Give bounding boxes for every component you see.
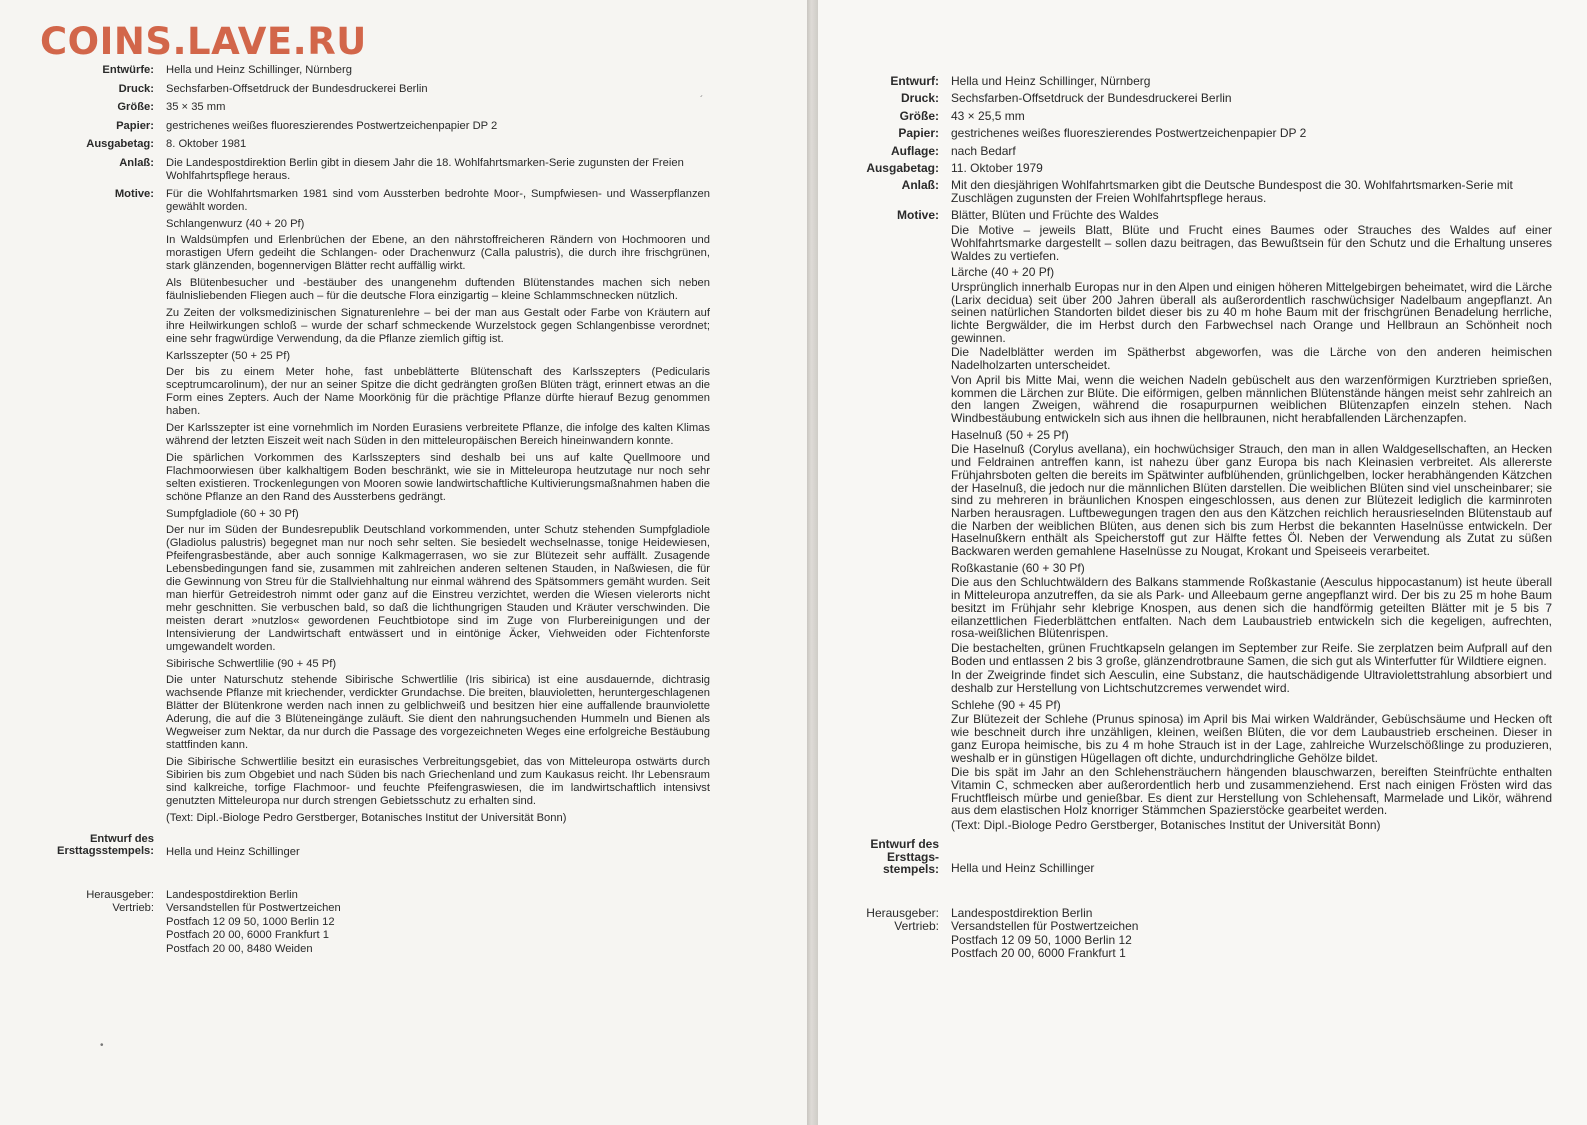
publisher-value: Landespostdirektion Berlin bbox=[166, 888, 298, 901]
text-credit: (Text: Dipl.-Biologe Pedro Gerstberger, Botanisches Institut der Universität Bonn) bbox=[166, 812, 567, 824]
field-value: 8. Oktober 1981 bbox=[166, 138, 247, 150]
section-paragraph: Von April bis Mitte Mai, wenn die weichen Nadeln gebüschelt aus den warzenförmigen Kurztrieben sprießen, kommen die Lärchen zur Blüte. Die eiförmigen, gelben männlichen Blütenstände hängen meist sehr zahlreich an den langen Zweigen, während die rosapurpurnen weiblichen Blütenzapfen einzeln stehen. Nach Windbestäubung entwickeln sich aus ihnen die hellbraunen, nicht herabfallenden Lärchenzapfen. bbox=[951, 372, 1552, 425]
section-paragraph: In der Zweigrinde findet sich Aesculin, eine Substanz, die hautschädigende Ultraviolettstrahlung absorbiert und deshalb zur Herstellung von Lichtschutzcremes verwendet wird. bbox=[951, 668, 1552, 696]
distribution-line: Postfach 20 00, 6000 Frankfurt 1 bbox=[951, 946, 1126, 961]
distribution-label: Vertrieb: bbox=[112, 902, 154, 914]
section-title: Karlsszepter (50 + 25 Pf) bbox=[166, 350, 291, 362]
field-row bbox=[20, 64, 710, 77]
section-paragraph: Die unter Naturschutz stehende Sibirische Schwertlilie (Iris sibirica) ist eine ausdauernde, dichtrasig wachsende Pflanze mit kriechender, verdickter Grundachse. Die breiten, blauvioletten, heruntergeschlagenen Blätter der Blütenkrone werden nach innen zu gelblichweiß und besitzen hier eine auffallende braunviolette Aderung, die auf die 3 Blüteneingänge zuläuft. Sie dient den nahrungsuchenden Hummeln und Bienen als Wegweiser zum Nektar, da nur durch die Passage des vorgezeichneten Weges eine erfolgreiche Bestäubung stattfinden kann. bbox=[166, 674, 710, 751]
field-row bbox=[20, 101, 710, 114]
field-row bbox=[838, 162, 1552, 175]
section-title: Sumpfgladiole (60 + 30 Pf) bbox=[166, 508, 299, 520]
field-row bbox=[838, 145, 1552, 158]
stamp-design-value: Hella und Heinz Schillinger bbox=[166, 846, 300, 858]
section-paragraph: Die Sibirische Schwertlilie besitzt ein eurasisches Verbreitungsgebiet, das von Mitteleuropa ostwärts durch Sibirien bis zum Obgebiet und nach Süden bis nach Griechenland und zum Kaukasus reicht. Ihr Lebensraum sind kalkreiche, torfige Flachmoor- und feuchte Pfeifengraswiesen, die im landwirtschaftlich intensivst genutzten Mitteleuropa nur durch strengen Gebietsschutz zu erhalten sind. bbox=[166, 756, 710, 807]
section-paragraph: Zu Zeiten der volksmedizinischen Signaturenlehre – bei der man aus Gestalt oder Farbe von Kräutern auf ihre Heilwirkungen schloß – wurde der scharf schmeckende Wurzelstock gegen Schlangenbisse verordnet; eine sehr fragwürdige Verwendung, da die Pflanze ziemlich giftig ist. bbox=[166, 307, 710, 345]
field-label: Größe: bbox=[117, 101, 154, 113]
motive-intro: Für die Wohlfahrtsmarken 1981 sind vom Aussterben bedrohte Moor-, Sumpfwiesen- und Wasserpflanzen gewählt worden. bbox=[166, 188, 710, 213]
motive-intro: Die Motive – jeweils Blatt, Blüte und Frucht eines Baumes oder Strauches des Waldes auf einer Wohlfahrtsmarke dargestellt – sollen dazu beitragen, das Bewußtsein für den Schutz und die Erhaltung unseres Waldes zu vertiefen. bbox=[951, 223, 1552, 263]
section-paragraph: In Waldsümpfen und Erlenbrüchen der Ebene, an den nährstoffreicheren Rändern von Hochmooren und morastigen Ufern gedeiht die Schlangen- oder Drachenwurz (Calla palustris), die durch ihre frischgrünen, stark glänzenden, bogennervigen Blätter recht auffällig wirkt. bbox=[166, 234, 710, 272]
field-label: Größe: bbox=[899, 108, 939, 123]
section-paragraph: Der nur im Süden der Bundesrepublik Deutschland vorkommenden, unter Schutz stehenden Sumpfgladiole (Gladiolus palustris) begegnet man nur noch sehr selten. Sie besiedelt wechselnasse, tonige Heidewiesen, Pfeifengrasbestände, aber auch sonnige Kalkmagerrasen, wo sie zur Blütezeit sehr auffällt. Zusagende Lebensbedingungen fand sie, zusammen mit zahlreichen anderen seltenen Stauden, in Naßwiesen, die für die Gewinnung von Streu für die Stallviehhaltung nur einmal während des Spätsommers gemäht wurden. Seit man hierfür Getreidestroh nimmt oder ganz auf die Einstreu verzichtet, werden die Wiesen vielerorts nicht mehr geschnitten. Sie verbuschen bald, so daß die lichthungrigen Stauden und Kräuter verschwinden. Die meisten derart »nutzlos« gewordenen Feuchtbiotope sind im Zuge von Flurbereinigungen und der Intensivierung der Landwirtschaft entwässert und in eintönige Äcker, Viehweiden oder Fichtenforste umgewandelt worden. bbox=[166, 524, 710, 653]
field-row bbox=[20, 120, 710, 133]
field-label: Ausgabetag: bbox=[866, 160, 939, 175]
section-paragraph: Die Nadelblätter werden im Spätherbst abgeworfen, was die Lärche von den anderen heimischen Nadelholzarten unterscheidet. bbox=[951, 345, 1552, 373]
left-motive-row bbox=[20, 188, 710, 825]
field-row bbox=[20, 83, 710, 96]
distribution-line: Postfach 12 09 50, 1000 Berlin 12 bbox=[166, 915, 335, 928]
right-page bbox=[818, 0, 1587, 1125]
field-value: Hella und Heinz Schillinger, Nürnberg bbox=[951, 74, 1151, 88]
field-label: Druck: bbox=[900, 91, 939, 106]
field-value: Die Landespostdirektion Berlin gibt in diesem Jahr die 18. Wohlfahrtsmarken-Serie zugunsten der Freien Wohlfahrtspflege heraus. bbox=[166, 156, 684, 182]
motive-label: Motive: bbox=[114, 188, 154, 200]
distribution-line: Versandstellen für Postwertzeichen bbox=[166, 902, 341, 914]
field-value: 11. Oktober 1979 bbox=[951, 160, 1043, 175]
field-label: Anlaß: bbox=[119, 156, 154, 169]
field-row bbox=[838, 92, 1552, 105]
field-label: Ausgabetag: bbox=[86, 138, 154, 150]
right-header-fields bbox=[838, 75, 1552, 205]
section-paragraph: Als Blütenbesucher und -bestäuber des unangenehm duftenden Blütenstandes machen sich neben fäulnisliebenden Fliegen auch – für die deutsche Flora einzigartig – kleine Schlammschnecken nützlich. bbox=[166, 277, 710, 302]
section-paragraph: Der Karlsszepter ist eine vornehmlich im Norden Eurasiens verbreitete Pflanze, die infolge des kalten Klimas während der letzten Eiszeit weit nach Süden in den mitteleuropäischen Bereich hineinwandern konnte. bbox=[166, 422, 710, 447]
motive-content bbox=[951, 209, 1552, 833]
distribution-label: Vertrieb: bbox=[894, 919, 939, 934]
section-paragraph: Zur Blütezeit der Schlehe (Prunus spinosa) im April bis Mai wirken Waldränder, Gebüschsäume und Hecken oft wie beschneit durch ihre unzähligen, kleinen, weißen Blüten, die vor dem Laubaustrieb erscheinen. Dieser in ganz Europa heimische, bis zu 4 m hohe Strauch ist in der Lage, zahlreiche Wurzelschößlinge zu produzieren, weshalb er in günstigen Hügellagen oft dichte, undurchdringliche Gehölze bildet. bbox=[951, 712, 1552, 765]
field-value: gestrichenes weißes fluoreszierendes Postwertzeichenpapier DP 2 bbox=[166, 119, 498, 132]
field-row bbox=[838, 75, 1552, 88]
field-value: nach Bedarf bbox=[951, 143, 1016, 158]
section-title: Schlangenwurz (40 + 20 Pf) bbox=[166, 218, 305, 230]
motive-title: Blätter, Blüten und Früchte des Waldes bbox=[951, 208, 1159, 223]
distribution-line: Postfach 12 09 50, 1000 Berlin 12 bbox=[951, 932, 1132, 947]
watermark: COINS.LAVE.RU bbox=[40, 20, 367, 63]
text-credit: (Text: Dipl.-Biologe Pedro Gerstberger, Botanisches Institut der Universität Bonn) bbox=[951, 818, 1381, 833]
stamp-design-label: Entwurf des Ersttags- stempels: bbox=[870, 837, 939, 877]
page-gutter bbox=[807, 0, 818, 1125]
distribution-lines bbox=[166, 902, 710, 956]
field-value: Mit den diesjährigen Wohlfahrtsmarken gibt die Deutsche Bundespost die 30. Wohlfahrtsmarken-Serie mit Zuschlägen zugunsten der Freien Wohlfahrtspflege heraus. bbox=[951, 178, 1513, 206]
left-distribution-row bbox=[20, 902, 710, 956]
field-value: 35 × 35 mm bbox=[166, 101, 226, 113]
field-label: Entwürfe: bbox=[102, 64, 154, 76]
left-stamp-row bbox=[20, 833, 710, 859]
field-row bbox=[20, 138, 710, 151]
field-value: gestrichenes weißes fluoreszierendes Postwertzeichenpapier DP 2 bbox=[951, 126, 1307, 141]
field-value: 43 × 25,5 mm bbox=[951, 108, 1025, 123]
publisher-label: Herausgeber: bbox=[866, 905, 939, 920]
left-document bbox=[20, 64, 710, 962]
section-paragraph: Die aus den Schluchtwäldern des Balkans stammende Roßkastanie (Aesculus hippocastanum) ist heute überall in Mitteleuropa anzutreffen, da sie als Park- und Alleebaum gerne angepflanzt wird. Der bis zu 25 m hohe Baum besitzt im Frühjahr sehr klebrige Knospen, aus denen sich die handförmig geteilten Blätter mit je 5 bis 7 eilanzettlichen Fiederblättchen entfalten. Nach dem Laubaustrieb entwickeln sich die kegeligen, aufrechten, rosa-weißlichen Blütenrispen. bbox=[951, 575, 1552, 641]
field-row bbox=[838, 127, 1552, 140]
left-header-fields bbox=[20, 64, 710, 183]
left-publisher-row bbox=[20, 889, 710, 903]
stamp-design-value: Hella und Heinz Schillinger bbox=[951, 861, 1095, 876]
section-title: Haselnuß (50 + 25 Pf) bbox=[951, 427, 1069, 442]
section-title: Schlehe (90 + 45 Pf) bbox=[951, 697, 1061, 712]
publisher-label: Herausgeber: bbox=[86, 888, 154, 901]
section-paragraph: Ursprünglich innerhalb Europas nur in den Alpen und einigen höheren Mittelgebirgen beheimatet, wird die Lärche (Larix decidua) seit über 200 Jahren überall als außerordentlich raschwüchsiger Nadelbaum angepflanzt. An seinen natürlichen Standorten bildet dieser bis zu 40 m hohe Baum mit der frischgrünen Benadelung herrliche, lichte Bergwälder, die im Herbst durch den Farbwechsel nach Orange und Hellbraun an Schönheit noch gewinnen. bbox=[951, 279, 1552, 345]
field-label: Papier: bbox=[116, 119, 154, 132]
field-row bbox=[20, 157, 710, 183]
section-paragraph: Die Haselnuß (Corylus avellana), ein hochwüchsiger Strauch, den man in allen Waldgesellschaften, an Hecken und Feldrainen antreffen kann, ist nahezu über ganz Europa bis nach Kleinasien verbreitet. Als allererste Frühjahrsboten gelten die bereits im Spätwinter aufblühenden, grünlichgelben, locker herabhängenden Kätzchen der Haselnuß, die jedoch nur die männlichen Blüten darstellen. Die weiblichen Blüten sind viel unscheinbarer; sie sind zu mehreren in bräunlichen Knospen eingeschlossen, aus denen zur Blütezeit lediglich die karminroten Narben herausragen. Luftbewegungen tragen den aus den Kätzchen reichlich herausrieselnden Blütenstaub auf die Narben der weiblichen Blüten, aus denen sich bis zum Herbst die bekannten Haselnüsse entwickeln. Der Haselnußkern enthält als Speicherstoff gut zur Hälfte fettes Öl. Neben der Verwendung als Zutat zu süßen Backwaren werden gemahlene Haselnüsse zu Nougat, Krokant und Speiseeis verarbeitet. bbox=[951, 442, 1552, 559]
distribution-line: Postfach 20 00, 8480 Weiden bbox=[166, 942, 313, 955]
field-label: Papier: bbox=[898, 126, 939, 141]
right-document bbox=[838, 75, 1552, 965]
distribution-line: Postfach 20 00, 6000 Frankfurt 1 bbox=[166, 929, 329, 941]
field-row bbox=[838, 179, 1552, 204]
section-paragraph: Die bis spät im Jahr an den Schlehensträuchern hängenden blauschwarzen, bereiften Steinfrüchte enthalten Vitamin C, schmecken aber außerordentlich herb und zusammenziehend. Erst nach einigen Frösten wird das Fruchtfleisch mürbe und genießbar. Es dient zur Herstellung von Schlehensaft, Marmelade und Likör, während aus dem elastischen Holz knorriger Stämmchen Spazierstöcke gearbeitet werden. bbox=[951, 765, 1552, 818]
field-label: Auflage: bbox=[891, 143, 939, 158]
right-publisher-row bbox=[838, 907, 1552, 921]
right-distribution-row bbox=[838, 920, 1552, 961]
publisher-value: Landespostdirektion Berlin bbox=[951, 905, 1093, 920]
section-title: Roßkastanie (60 + 30 Pf) bbox=[951, 560, 1085, 575]
right-motive-row bbox=[838, 209, 1552, 833]
field-value: Sechsfarben-Offsetdruck der Bundesdruckerei Berlin bbox=[951, 91, 1232, 106]
distribution-lines bbox=[951, 920, 1552, 961]
field-label: Anlaß: bbox=[901, 178, 939, 193]
motive-label: Motive: bbox=[897, 208, 939, 223]
right-stamp-row bbox=[838, 838, 1552, 876]
section-paragraph: Die spärlichen Vorkommen des Karlsszepters sind deshalb bei uns auf kalte Quellmoore und Flachmoorwiesen über kalkhaltigem Boden beschränkt, wie sie in Mitteleuropa heutzutage nur noch sehr selten existieren. Trockenlegungen von Mooren sowie landwirtschaftliche Kultivierungsmaßnahmen haben die schöne Pflanze an den Rand des Aussterbens gedrängt. bbox=[166, 452, 710, 503]
section-paragraph: Die bestachelten, grünen Fruchtkapseln gelangen im September zur Reife. Sie zerplatzen beim Aufprall auf den Boden und entlassen 2 bis 3 große, glänzendrotbraune Samen, die sich gut als Winterfutter für Wildtiere eignen. bbox=[951, 640, 1552, 668]
stray-mark: ´ bbox=[700, 95, 704, 106]
field-label: Druck: bbox=[118, 82, 154, 95]
section-title: Lärche (40 + 20 Pf) bbox=[951, 265, 1055, 280]
motive-content bbox=[166, 188, 710, 825]
field-label: Entwurf: bbox=[890, 74, 939, 88]
stamp-design-label: Entwurf des Ersttagsstempels: bbox=[57, 833, 154, 857]
stray-mark: • bbox=[100, 1040, 104, 1051]
section-paragraph: Der bis zu einem Meter hohe, fast unbeblätterte Blütenschaft des Karlsszepters (Pedicularis sceptrumcarolinum), der nur an seiner Spitze die dicht gedrängten großen Blüten trägt, erinnert etwas an die Form eines Zepters. Auch der Name Moorkönig für die prächtige Pflanze dürfte hierauf Bezug genommen haben. bbox=[166, 366, 710, 417]
field-value: Sechsfarben-Offsetdruck der Bundesdruckerei Berlin bbox=[166, 82, 428, 95]
field-row bbox=[838, 110, 1552, 123]
distribution-line: Versandstellen für Postwertzeichen bbox=[951, 919, 1139, 934]
field-value: Hella und Heinz Schillinger, Nürnberg bbox=[166, 64, 352, 76]
section-title: Sibirische Schwertlilie (90 + 45 Pf) bbox=[166, 658, 337, 670]
